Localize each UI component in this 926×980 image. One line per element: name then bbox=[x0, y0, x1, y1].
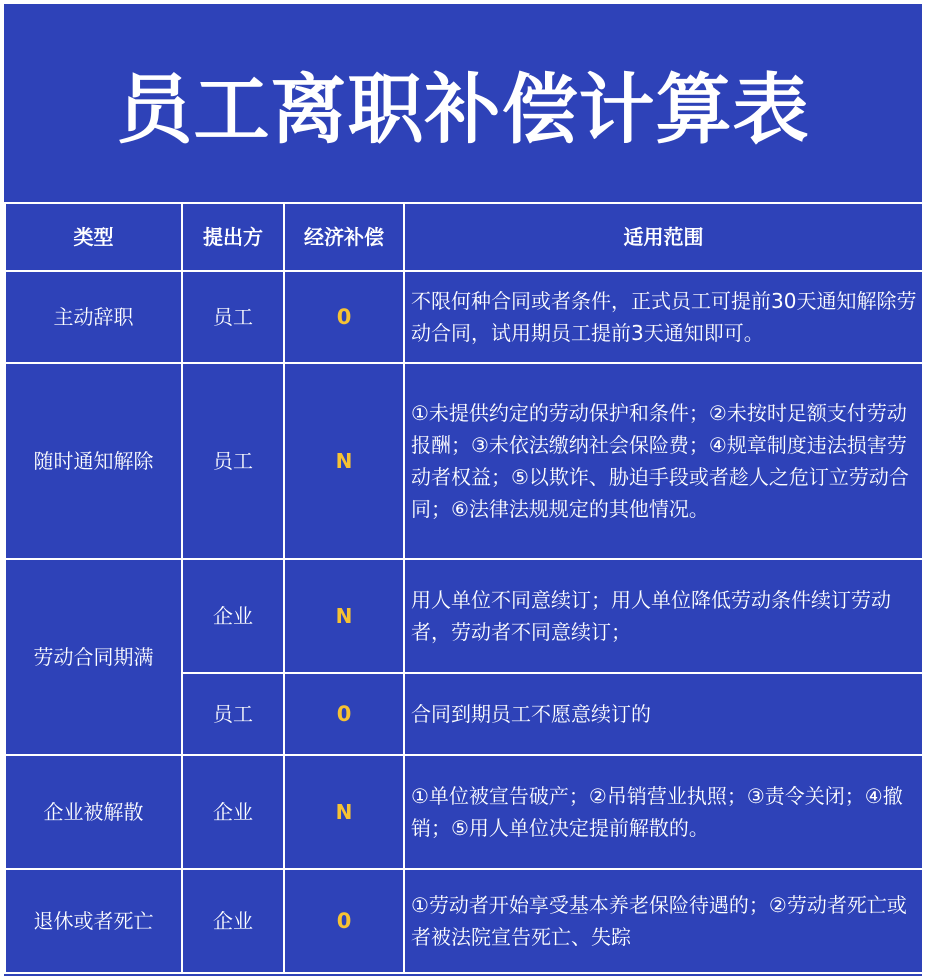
compensation-cell: N bbox=[284, 363, 404, 559]
compensation-cell: N bbox=[284, 755, 404, 869]
compensation-sheet bbox=[4, 4, 922, 976]
scope-cell: ①未提供约定的劳动保护和条件；②未按时足额支付劳动报酬；③未依法缴纳社会保险费；④规章制度违法损害劳动者权益；⑤以欺诈、胁迫手段或者趁人之危订立劳动合同；⑥法律法规规定的其他情况。 bbox=[404, 363, 923, 559]
table-row bbox=[5, 363, 923, 559]
header-scope: 适用范围 bbox=[404, 203, 923, 271]
compensation-cell: N bbox=[284, 559, 404, 673]
type-cell: 主动辞职 bbox=[5, 271, 182, 363]
party-cell: 员工 bbox=[182, 363, 284, 559]
page-title: 员工离职补偿计算表 bbox=[116, 64, 810, 154]
scope-cell: 合同到期员工不愿意续订的 bbox=[404, 673, 923, 755]
header-party: 提出方 bbox=[182, 203, 284, 271]
type-cell: 企业被解散 bbox=[5, 755, 182, 869]
party-cell: 企业 bbox=[182, 559, 284, 673]
scope-cell: ①劳动者开始享受基本养老保险待遇的；②劳动者死亡或者被法院宣告死亡、失踪 bbox=[404, 869, 923, 973]
compensation-cell: 0 bbox=[284, 271, 404, 363]
scope-cell: 不限何种合同或者条件，正式员工可提前30天通知解除劳动合同，试用期员工提前3天通知即可。 bbox=[404, 271, 923, 363]
header-type: 类型 bbox=[5, 203, 182, 271]
table-header-row bbox=[5, 203, 923, 271]
table-row bbox=[5, 869, 923, 973]
header-compensation: 经济补偿 bbox=[284, 203, 404, 271]
party-cell: 员工 bbox=[182, 271, 284, 363]
scope-cell: ①单位被宣告破产；②吊销营业执照；③责令关闭；④撤销；⑤用人单位决定提前解散的。 bbox=[404, 755, 923, 869]
table-row bbox=[5, 559, 923, 673]
table-row bbox=[5, 271, 923, 363]
party-cell: 企业 bbox=[182, 869, 284, 973]
type-cell: 随时通知解除 bbox=[5, 363, 182, 559]
scope-cell: 用人单位不同意续订；用人单位降低劳动条件续订劳动者，劳动者不同意续订； bbox=[404, 559, 923, 673]
party-cell: 员工 bbox=[182, 673, 284, 755]
compensation-cell: 0 bbox=[284, 673, 404, 755]
table-row bbox=[5, 755, 923, 869]
compensation-table bbox=[4, 202, 924, 974]
type-cell: 劳动合同期满 bbox=[5, 559, 182, 755]
compensation-cell: 0 bbox=[284, 869, 404, 973]
party-cell: 企业 bbox=[182, 755, 284, 869]
type-cell: 退休或者死亡 bbox=[5, 869, 182, 973]
